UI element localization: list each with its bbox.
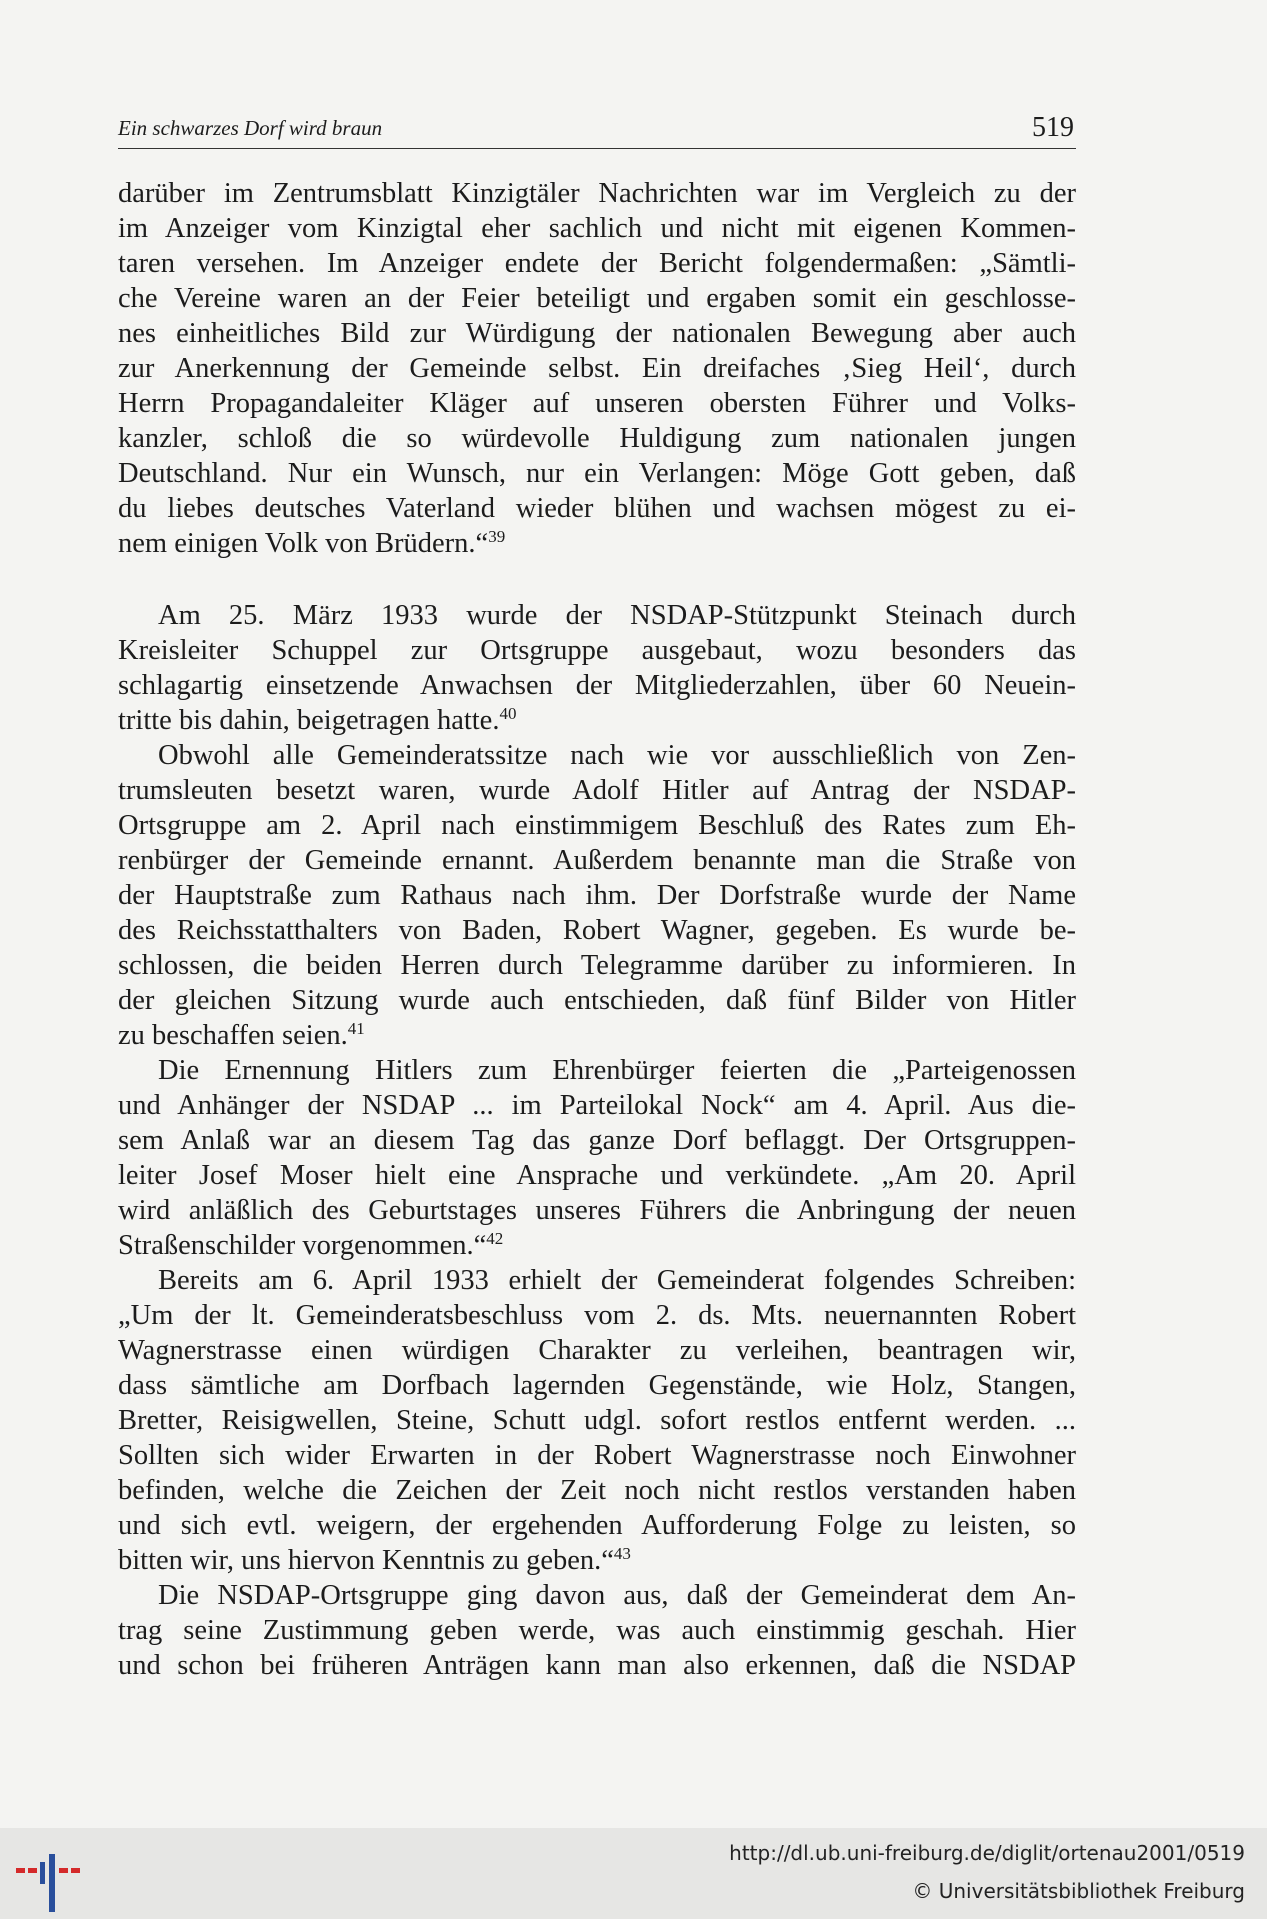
- ub-freiburg-logo-icon: [14, 1854, 84, 1914]
- text-line: wird anläßlich des Geburtstages unseres Führers die Anbringung der neuen: [118, 1195, 1076, 1226]
- text-line: Kreisleiter Schuppel zur Ortsgruppe ausgebaut, wozu besonders das: [118, 635, 1076, 666]
- text-line: [118, 1018, 1076, 1053]
- text-line: Bretter, Reisigwellen, Steine, Schutt udgl. sofort restlos entfernt werden. ...: [118, 1405, 1076, 1436]
- text-line: Obwohl alle Gemeinderatssitze nach wie vor ausschließlich von Zen-: [158, 740, 1076, 771]
- footnote-ref-41: 41: [347, 1018, 365, 1038]
- text-line-content: Straßenschilder vorgenommen.“: [118, 1230, 487, 1261]
- page-number: 519: [1032, 112, 1074, 143]
- text-line: schlossen, die beiden Herren durch Telegramme darüber zu informieren. In: [118, 950, 1076, 981]
- text-line: kanzler, schloß die so würdevolle Huldigung zum nationalen jungen: [118, 423, 1076, 454]
- text-line: Sollten sich wider Erwarten in der Robert Wagnerstrasse noch Einwohner: [118, 1440, 1076, 1471]
- text-line: des Reichsstatthalters von Baden, Robert Wagner, gegeben. Es wurde be-: [118, 915, 1076, 946]
- text-line: trag seine Zustimmung geben werde, was auch einstimmig geschah. Hier: [118, 1615, 1076, 1646]
- text-line: [118, 526, 1076, 561]
- text-line: [118, 703, 1076, 738]
- text-line: und sich evtl. weigern, der ergehenden Aufforderung Folge zu leisten, so: [118, 1510, 1076, 1541]
- text-line: [118, 1228, 1076, 1263]
- text-line: Ortsgruppe am 2. April nach einstimmigem Beschluß des Rates zum Eh-: [118, 810, 1076, 841]
- text-line: schlagartig einsetzende Anwachsen der Mitgliederzahlen, über 60 Neuein-: [118, 670, 1076, 701]
- text-line: Am 25. März 1933 wurde der NSDAP-Stützpunkt Steinach durch: [158, 600, 1076, 631]
- text-line: taren versehen. Im Anzeiger endete der Bericht folgendermaßen: „Sämtli-: [118, 248, 1076, 279]
- text-line: leiter Josef Moser hielt eine Ansprache und verkündete. „Am 20. April: [118, 1160, 1076, 1191]
- text-line-content: zu beschaffen seien.: [118, 1020, 348, 1051]
- section-break: [118, 561, 1076, 598]
- text-line: und schon bei früheren Anträgen kann man also erkennen, daß die NSDAP: [118, 1650, 1076, 1681]
- text-line: zur Anerkennung der Gemeinde selbst. Ein dreifaches ‚Sieg Heil‘, durch: [118, 353, 1076, 384]
- text-line: Bereits am 6. April 1933 erhielt der Gemeinderat folgendes Schreiben:: [158, 1265, 1076, 1296]
- text-line: der gleichen Sitzung wurde auch entschieden, daß fünf Bilder von Hitler: [118, 985, 1076, 1016]
- text-line: im Anzeiger vom Kinzigtal eher sachlich und nicht mit eigenen Kommen-: [118, 213, 1076, 244]
- text-line: du liebes deutsches Vaterland wieder blühen und wachsen mögest zu ei-: [118, 493, 1076, 524]
- running-header: [118, 112, 1076, 149]
- text-line-content: nem einigen Volk von Brüdern.“: [118, 528, 489, 559]
- text-line: der Hauptstraße zum Rathaus nach ihm. Der Dorfstraße wurde der Name: [118, 880, 1076, 911]
- text-line: Wagnerstrasse einen würdigen Charakter zu verleihen, beantragen wir,: [118, 1335, 1076, 1366]
- text-line: [118, 1543, 1076, 1578]
- text-line: befinden, welche die Zeichen der Zeit noch nicht restlos verstanden haben: [118, 1475, 1076, 1506]
- viewer-footer: [0, 1828, 1267, 1919]
- logo-block: [28, 1868, 37, 1873]
- footnote-ref-42: 42: [486, 1228, 504, 1248]
- footnote-ref-40: 40: [499, 703, 517, 723]
- text-line: che Vereine waren an der Feier beteiligt und ergaben somit ein geschlosse-: [118, 283, 1076, 314]
- text-line: „Um der lt. Gemeinderatsbeschluss vom 2. ds. Mts. neuernannten Robert: [118, 1300, 1076, 1331]
- footnote-ref-43: 43: [613, 1543, 631, 1563]
- body-text: [118, 176, 1076, 1683]
- logo-block: [71, 1868, 80, 1873]
- text-line: Herrn Propagandaleiter Kläger auf unseren obersten Führer und Volks-: [118, 388, 1076, 419]
- logo-block: [40, 1862, 45, 1884]
- text-line: Die Ernennung Hitlers zum Ehrenbürger feierten die „Parteigenossen: [158, 1055, 1076, 1086]
- text-line: nes einheitliches Bild zur Würdigung der nationalen Bewegung aber auch: [118, 318, 1076, 349]
- text-line: dass sämtliche am Dorfbach lagernden Gegenstände, wie Holz, Stangen,: [118, 1370, 1076, 1401]
- text-line-content: tritte bis dahin, beigetragen hatte.: [118, 705, 500, 736]
- logo-block: [16, 1868, 25, 1873]
- text-line: Deutschland. Nur ein Wunsch, nur ein Verlangen: Möge Gott geben, daß: [118, 458, 1076, 489]
- source-url[interactable]: http://dl.ub.uni-freiburg.de/diglit/ortenau2001/0519: [729, 1841, 1245, 1865]
- logo-block: [59, 1868, 68, 1873]
- text-line: sem Anlaß war an diesem Tag das ganze Dorf beflaggt. Der Ortsgruppen-: [118, 1125, 1076, 1156]
- running-title: Ein schwarzes Dorf wird braun: [118, 116, 383, 140]
- text-line: darüber im Zentrumsblatt Kinzigtäler Nachrichten war im Vergleich zu der: [118, 178, 1076, 209]
- footnote-ref-39: 39: [488, 526, 506, 546]
- logo-block: [49, 1854, 55, 1912]
- text-line: Die NSDAP-Ortsgruppe ging davon aus, daß der Gemeinderat dem An-: [158, 1580, 1076, 1611]
- text-line-content: bitten wir, uns hiervon Kenntnis zu geben.“: [118, 1545, 614, 1576]
- text-line: und Anhänger der NSDAP ... im Parteilokal Nock“ am 4. April. Aus die-: [118, 1090, 1076, 1121]
- copyright-notice: © Universitätsbibliothek Freiburg: [912, 1879, 1245, 1903]
- text-line: trumsleuten besetzt waren, wurde Adolf Hitler auf Antrag der NSDAP-: [118, 775, 1076, 806]
- text-line: renbürger der Gemeinde ernannt. Außerdem benannte man die Straße von: [118, 845, 1076, 876]
